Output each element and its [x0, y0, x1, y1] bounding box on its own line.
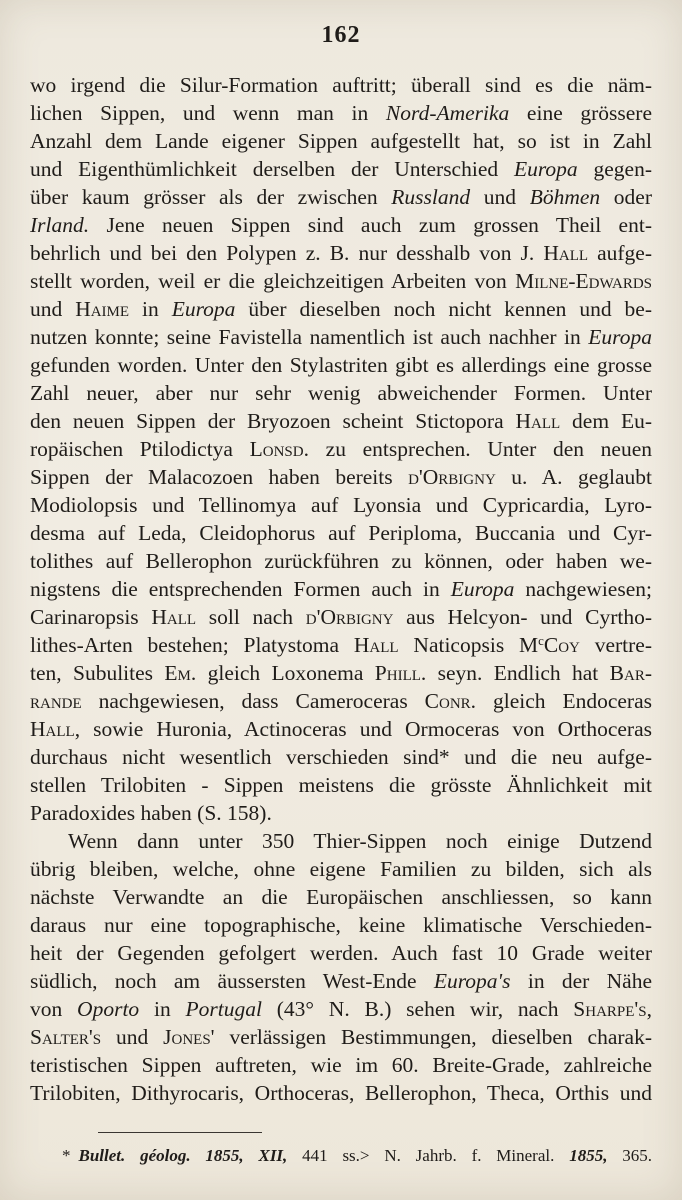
text-line: [30, 491, 652, 519]
text-run: ,: [646, 997, 653, 1021]
text-line: [30, 295, 652, 323]
smallcaps-name: Hall: [151, 605, 197, 629]
text-run: und: [30, 297, 76, 321]
smallcaps-name: d'Orbigny: [305, 605, 394, 629]
text-line: [30, 1051, 652, 1079]
text-line: [30, 99, 652, 127]
text-run: Sippen der Malacozoen haben bereits: [30, 465, 409, 489]
text-line: [30, 743, 652, 771]
text-line: [30, 71, 652, 99]
text-run: ten, Subulites: [30, 661, 165, 685]
text-run: und: [470, 185, 530, 209]
italic-text: Nord-Amerika: [385, 101, 510, 125]
text-run: nächste Verwandte an die Europäischen anschliessen, so kann: [30, 885, 652, 909]
text-line: [30, 267, 652, 295]
smallcaps-name: Milne-Edwards: [515, 269, 652, 293]
text-run: aus Helcyon- und Cyrtho-: [393, 605, 652, 629]
text-line: [30, 659, 652, 687]
text-run: nachgewiesen;: [514, 577, 652, 601]
text-run: Carinaropsis: [30, 605, 152, 629]
smallcaps-name: Lonsd.: [249, 437, 309, 461]
text-run: lithes-Arten bestehen; Platystoma: [30, 633, 354, 657]
paragraph: [30, 827, 652, 1107]
text-run: Naticopsis: [398, 633, 520, 657]
italic-text: 1855,: [569, 1146, 608, 1165]
text-run: Paradoxides haben (S. 158).: [30, 801, 272, 825]
text-run: nachgewiesen, dass Cameroceras: [81, 689, 425, 713]
text-line: [30, 463, 652, 491]
smallcaps-name: Coy: [543, 633, 580, 657]
text-run: gefunden worden. Unter den Stylastriten gibt es allerdings eine grosse: [30, 353, 652, 377]
text-run: dem Eu-: [560, 409, 652, 433]
text-run: , sowie Huronia, Actinoceras und Ormoceras von Orthoceras: [74, 717, 652, 741]
smallcaps-name: Em.: [164, 661, 197, 685]
text-line: [30, 127, 652, 155]
text-run: durchaus nicht wesentlich verschieden sind* und die neu aufge-: [30, 745, 652, 769]
text-line: [30, 883, 652, 911]
smallcaps-name: rande: [30, 689, 82, 713]
text-run: teristischen Sippen auftreten, wie im 60. Breite-Grade, zahlreiche: [30, 1053, 652, 1077]
smallcaps-name: Hall: [543, 241, 589, 265]
text-line: [30, 995, 652, 1023]
text-run: Trilobiten, Dithyrocaris, Orthoceras, Bellerophon, Theca, Orthis und: [30, 1081, 652, 1105]
text-run: südlich, noch am äussersten West-Ende: [30, 969, 434, 993]
text-run: eine grössere: [509, 101, 652, 125]
text-run: übrig bleiben, welche, ohne eigene Familien zu bilden, sich als: [30, 857, 652, 881]
text-run: vertre-: [579, 633, 652, 657]
italic-text: Europa: [171, 297, 236, 321]
italic-text: Bullet. géolog. 1855, XII,: [78, 1146, 288, 1165]
italic-text: Russland: [391, 185, 471, 209]
smallcaps-name: d'Orbigny: [408, 465, 496, 489]
smallcaps-name: Jones': [163, 1025, 215, 1049]
italic-text: Portugal: [185, 997, 262, 1021]
text-line: [30, 715, 652, 743]
text-run: über kaum grösser als der zwischen: [30, 185, 392, 209]
text-run: behrlich und bei den Polypen z. B. nur desshalb von J.: [30, 241, 544, 265]
text-run: Modiolopsis und Tellinomya auf Lyonsia und Cypricardia, Lyro-: [30, 493, 652, 517]
text-line: [30, 379, 652, 407]
smallcaps-name: Bar-: [609, 661, 652, 685]
text-run: nigstens die entsprechenden Formen auch in: [30, 577, 451, 601]
smallcaps-name: Salter's: [30, 1025, 102, 1049]
text-line: [30, 687, 652, 715]
text-run: heit der Gegenden gefolgert werden. Auch fast 10 Grade weiter: [30, 941, 652, 965]
footnote: [62, 1143, 652, 1169]
text-run: u. A. geglaubt: [495, 465, 652, 489]
text-line: [30, 771, 652, 799]
text-run: den neuen Sippen der Bryozoen scheint Stictopora: [30, 409, 516, 433]
text-line: [30, 827, 652, 855]
italic-text: Europa's: [433, 969, 511, 993]
text-line: [30, 239, 652, 267]
text-line: [30, 351, 652, 379]
text-line: [30, 1023, 652, 1051]
footnote-rule: [98, 1132, 262, 1133]
text-run: verlässigen Bestimmungen, dieselben charak-: [214, 1025, 653, 1049]
text-run: stellt worden, weil er die gleichzeitigen Arbeiten von: [30, 269, 516, 293]
text-run: tolithes auf Bellerophon zurückführen zu können, oder haben we-: [30, 549, 652, 573]
text-run: desma auf Leda, Cleidophorus auf Periploma, Buccania und Cyr-: [30, 521, 652, 545]
smallcaps-name: Hall: [515, 409, 561, 433]
text-run: über dieselben noch nicht kennen und be-: [235, 297, 652, 321]
text-line: [30, 799, 652, 827]
text-line: [30, 183, 652, 211]
text-run: soll nach: [196, 605, 306, 629]
text-run: daraus nur eine topographische, keine klimatische Verschieden-: [30, 913, 652, 937]
italic-text: Europa: [450, 577, 515, 601]
text-run: seyn. Endlich hat: [426, 661, 610, 685]
smallcaps-name: Hall: [30, 717, 75, 741]
text-run: und Eigenthümlichkeit derselben der Unterschied: [30, 157, 514, 181]
text-line: [30, 575, 652, 603]
text-run: ropäischen Ptilodictya: [30, 437, 250, 461]
text-line: [30, 435, 652, 463]
smallcaps-name: M: [519, 633, 539, 657]
text-line: [30, 967, 652, 995]
text-run: Wenn dann unter 350 Thier-Sippen noch einige Dutzend: [68, 829, 652, 853]
italic-text: Irland.: [30, 213, 90, 237]
text-line: [30, 407, 652, 435]
text-run: stellen Trilobiten - Sippen meistens die grösste Ähnlichkeit mit: [30, 773, 652, 797]
text-run: in der Nähe: [510, 969, 652, 993]
italic-text: Oporto: [77, 997, 140, 1021]
text-line: [30, 323, 652, 351]
text-run: und: [101, 1025, 164, 1049]
text-run: wo irgend die Silur-Formation auftritt; überall sind es die näm-: [30, 73, 652, 97]
text-run: gleich Loxonema: [196, 661, 375, 685]
italic-text: Europa: [588, 325, 652, 349]
smallcaps-name: Haime: [75, 297, 130, 321]
text-line: [30, 211, 652, 239]
text-run: lichen Sippen, und wenn man in: [30, 101, 386, 125]
text-run: (43° N. B.) sehen wir, nach: [261, 997, 574, 1021]
text-run: gleich Endoceras: [476, 689, 652, 713]
text-run: 365.: [607, 1146, 653, 1165]
italic-text: Europa: [513, 157, 578, 181]
text-line: [30, 603, 652, 631]
text-run: gegen-: [577, 157, 652, 181]
footnote-marker: *: [62, 1146, 71, 1165]
text-run: in: [129, 297, 172, 321]
smallcaps-name: Sharpe's: [573, 997, 647, 1021]
text-run: von: [30, 997, 78, 1021]
body-text: [30, 71, 652, 1107]
page-number: 162: [321, 22, 361, 48]
smallcaps-name: Hall: [353, 633, 399, 657]
text-line: [30, 911, 652, 939]
text-line: [30, 155, 652, 183]
text-run: Jene neuen Sippen sind auch zum grossen Theil ent-: [89, 213, 652, 237]
text-run: nutzen konnte; seine Favistella namentlich ist auch nachher in: [30, 325, 589, 349]
text-line: [30, 519, 652, 547]
text-line: [30, 547, 652, 575]
text-line: [30, 631, 652, 659]
smallcaps-name: Conr.: [424, 689, 477, 713]
text-line: [30, 1079, 652, 1107]
text-run: zu entsprechen. Unter den neuen: [308, 437, 652, 461]
text-run: Anzahl dem Lande eigener Sippen aufgestellt hat, so ist in Zahl: [30, 129, 652, 153]
smallcaps-name: Phill.: [374, 661, 427, 685]
text-run: in: [139, 997, 186, 1021]
text-run: Zahl neuer, aber nur sehr wenig abweichender Formen. Unter: [30, 381, 652, 405]
text-line: [30, 855, 652, 883]
text-run: oder: [600, 185, 653, 209]
superscript-text: c: [538, 633, 544, 648]
text-run: aufge-: [588, 241, 653, 265]
paragraph: [30, 71, 652, 827]
text-line: [30, 939, 652, 967]
text-run: 441 ss.> N. Jahrb. f. Mineral.: [287, 1146, 570, 1165]
footnote-text: [79, 1146, 653, 1165]
italic-text: Böhmen: [529, 185, 601, 209]
